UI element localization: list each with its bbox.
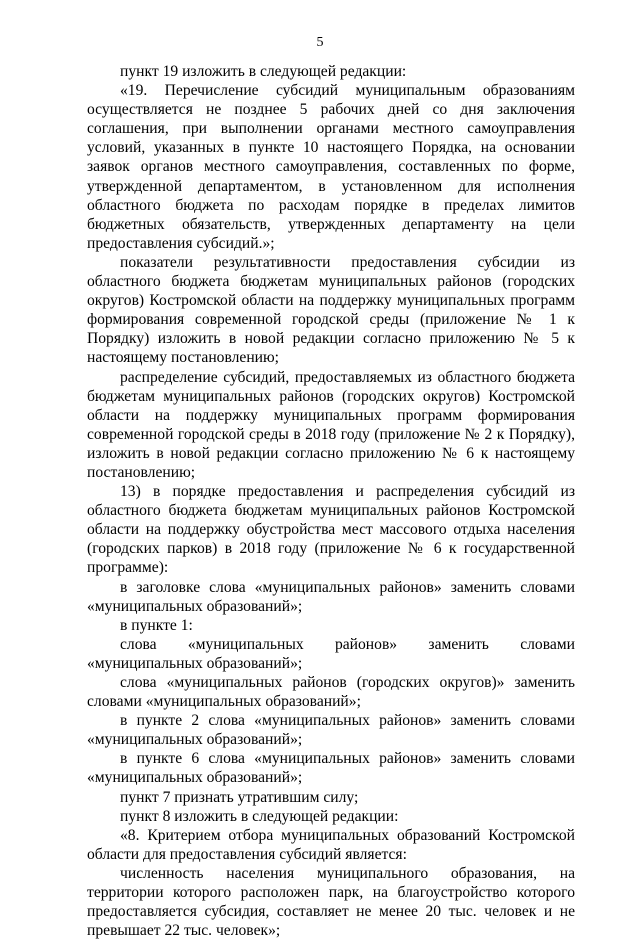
paragraph: в заголовке слова «муниципальных районов» заменить словами «муниципальных образований»; — [87, 578, 575, 615]
paragraph: в пункте 6 слова «муниципальных районов» заменить словами «муниципальных образований»; — [87, 750, 575, 787]
paragraph: пункт 7 признать утратившим силу; — [120, 788, 359, 806]
paragraph: слова «муниципальных районов (городских округов)» заменить словами «муниципальных образований»; — [87, 674, 575, 711]
paragraph: пункт 8 изложить в следующей редакции: — [120, 807, 399, 825]
paragraph: «8. Критерием отбора муниципальных образований Костромской области для предоставления субсидий является: — [87, 826, 575, 863]
paragraph: слова «муниципальных районов» заменить словами «муниципальных образований»; — [87, 635, 575, 672]
paragraph: «19. Перечисление субсидий муниципальным образованиям осуществляется не позднее 5 рабочих дней со дня заключения соглашения, при выполнении органами местного самоуправления условий, указанных в пункте 10 настоящего Порядка, на основании заявок органов местного самоуправления, составленных по форме, утвержденной департаментом, в установленном для исполнения областного бюджета по расходам порядке в пределах лимитов бюджетных обязательств, утвержденных департаменту на цели предоставления субсидий.»; — [87, 82, 575, 252]
paragraph: в пункте 1: — [120, 616, 193, 634]
document-body — [87, 62, 575, 940]
page-number: 5 — [316, 35, 324, 50]
paragraph: в пункте 2 слова «муниципальных районов» заменить словами «муниципальных образований»; — [87, 712, 575, 749]
paragraph: 13) в порядке предоставления и распределения субсидий из областного бюджета бюджетам муниципальных районов Костромской области на поддержку обустройства мест массового отдыха населения (городских парков) в 2018 году (приложение № 6 к государственной программе): — [87, 483, 575, 577]
paragraph: распределение субсидий, предоставляемых из областного бюджета бюджетам муниципальных районов (городских округов) Костромской области на поддержку муниципальных программ формирования современной городской среды в 2018 году (приложение № 2 к Порядку), изложить в новой редакции согласно приложению № 6 к настоящему постановлению; — [87, 368, 575, 481]
paragraph: пункт 19 изложить в следующей редакции: — [120, 63, 407, 80]
paragraph: численность населения муниципального образования, на территории которого расположен парк, на благоустройство которого предоставляется субсидия, составляет не менее 20 тыс. человек и не превышает 22 тыс. человек»; — [87, 864, 575, 940]
paragraph: показатели результативности предоставления субсидии из областного бюджета бюджетам муниципальных районов (городских округов) Костромской области на поддержку муниципальных программ формирования современной городской среды (приложение № 1 к Порядку) изложить в новой редакции согласно приложению № 5 к настоящему постановлению; — [87, 253, 575, 367]
